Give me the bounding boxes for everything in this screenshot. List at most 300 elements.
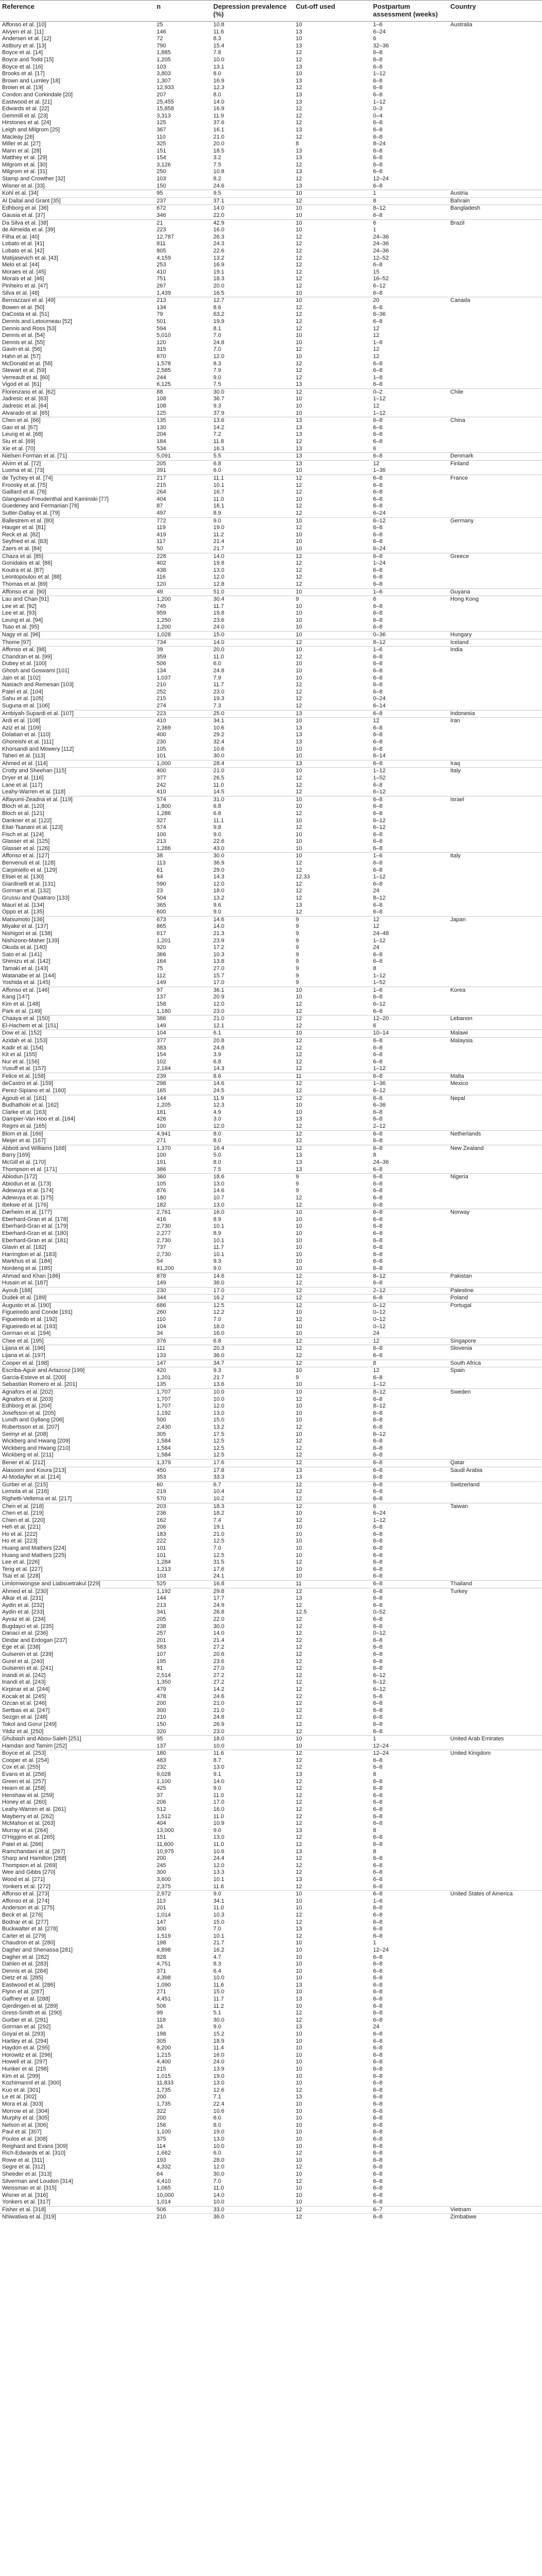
reference-cell[interactable]: Verreault et al. [60]: [2, 374, 50, 381]
reference-cell[interactable]: Affonso et al. [273]: [0, 1891, 155, 1898]
reference-cell[interactable]: Matijasevich et al. [43]: [2, 255, 58, 261]
reference-cell[interactable]: Wisner et al. [316]: [2, 2192, 48, 2198]
reference-cell[interactable]: Rowe et al. [311]: [2, 2157, 44, 2163]
reference-cell[interactable]: Alvim et al. [72]: [0, 460, 155, 467]
reference-cell[interactable]: Dryer et al. [116]: [2, 774, 44, 781]
reference-cell[interactable]: Wickberg and Hwang [209]: [2, 1438, 71, 1445]
reference-cell[interactable]: Affonso et al. [127]: [0, 853, 155, 860]
reference-cell[interactable]: Lijana et al. [196]: [0, 1345, 155, 1352]
reference-cell[interactable]: Kim et al. [299]: [2, 2073, 40, 2079]
reference-cell[interactable]: Koutra et al. [87]: [2, 567, 44, 573]
reference-cell[interactable]: Ibekwe et al. [176]: [2, 1201, 48, 1208]
reference-cell[interactable]: Adewuya et al. [174]: [2, 1188, 54, 1194]
reference-cell[interactable]: Kang [147]: [2, 994, 30, 1001]
reference-cell[interactable]: Sezgin et al. [248]: [2, 1714, 48, 1721]
reference-cell[interactable]: Tokol and Gorur [249]: [2, 1721, 57, 1727]
reference-cell[interactable]: Okuda et al. [140]: [2, 944, 47, 951]
reference-cell[interactable]: Milgrom et al. [30]: [2, 161, 47, 168]
reference-cell[interactable]: Dagher et al. [282]: [2, 1954, 49, 1960]
reference-cell[interactable]: Florenzano et al. [62]: [0, 388, 155, 396]
reference-cell[interactable]: Nasiach and Remesan [103]: [2, 682, 74, 688]
reference-cell[interactable]: Nelson et al. [306]: [2, 2122, 48, 2128]
reference-cell[interactable]: Andersen et al. [12]: [2, 36, 52, 42]
reference-cell[interactable]: Abiodun [172]: [0, 1174, 155, 1181]
reference-cell[interactable]: Le et al. [302]: [2, 2094, 37, 2100]
reference-cell[interactable]: Alvarado et al. [65]: [2, 410, 49, 416]
reference-cell[interactable]: Green et al. [257]: [2, 1778, 46, 1785]
reference-cell[interactable]: Sheeder et al. [313]: [2, 2171, 52, 2177]
reference-cell[interactable]: Brown et al. [19]: [2, 84, 43, 91]
reference-cell[interactable]: Wee and Gibbs [270]: [2, 1869, 56, 1876]
reference-cell[interactable]: Kirpinar et al. [244]: [2, 1686, 50, 1692]
reference-cell[interactable]: Thompson et al. [171]: [2, 1166, 57, 1173]
reference-cell[interactable]: Hamdan and Tamim [252]: [2, 1742, 67, 1749]
reference-cell[interactable]: de Almeida et al. [39]: [2, 227, 55, 233]
reference-cell[interactable]: Flynn et al. [287]: [2, 1989, 44, 1995]
reference-cell[interactable]: Al-Modayfer et al. [214]: [2, 1474, 61, 1481]
reference-cell[interactable]: Matthey et al. [29]: [2, 155, 47, 161]
reference-cell[interactable]: McMahon et al. [263]: [2, 1820, 55, 1827]
reference-cell[interactable]: Segre et al. [312]: [2, 2164, 45, 2171]
reference-cell[interactable]: Fisch et al. [124]: [2, 831, 44, 838]
reference-cell[interactable]: Agoub et al. [161]: [0, 1095, 155, 1102]
reference-cell[interactable]: Ayoub [188]: [0, 1287, 155, 1295]
reference-cell[interactable]: Guedeney and Fermanian [78]: [2, 503, 79, 510]
reference-cell[interactable]: Sahu et al. [105]: [2, 696, 44, 702]
reference-cell[interactable]: Gulseren et al. [239]: [2, 1651, 54, 1657]
reference-cell[interactable]: Milgrom et al. [31]: [2, 168, 47, 175]
reference-cell[interactable]: Ardi et al. [108]: [0, 718, 155, 725]
reference-cell[interactable]: Wisner et al. [33]: [2, 182, 45, 189]
reference-cell[interactable]: Chee et al. [195]: [0, 1337, 155, 1345]
reference-cell[interactable]: Barry [169]: [2, 1152, 30, 1159]
reference-cell[interactable]: Lemola et al. [216]: [2, 1488, 49, 1495]
reference-cell[interactable]: Gjerdingen et al. [289]: [2, 2003, 58, 2009]
reference-cell[interactable]: Blom et al. [166]: [0, 1130, 155, 1138]
reference-cell[interactable]: Eberhard-Gran et al. [178]: [2, 1216, 68, 1223]
reference-cell[interactable]: Zaers et al. [84]: [2, 545, 42, 552]
reference-cell[interactable]: Mora et al. [303]: [2, 2100, 43, 2107]
reference-cell[interactable]: Kadir et al. [154]: [2, 1044, 44, 1051]
reference-cell[interactable]: Tamaki et al. [143]: [2, 965, 48, 972]
reference-cell[interactable]: Khorsandi and Mowery [112]: [2, 745, 74, 752]
reference-cell[interactable]: Leung et al. [94]: [2, 617, 43, 623]
reference-cell[interactable]: Sato et al. [141]: [2, 951, 42, 958]
reference-cell[interactable]: Leigh and Milgrom [25]: [2, 126, 60, 133]
reference-cell[interactable]: Ozcan et al. [246]: [2, 1700, 47, 1707]
reference-cell[interactable]: Chen et al. [218]: [0, 1503, 155, 1510]
reference-cell[interactable]: Patel et al. [266]: [2, 1841, 43, 1848]
reference-cell[interactable]: Luoma et al. [73]: [2, 467, 44, 474]
reference-cell[interactable]: Eastwood et al. [286]: [2, 1981, 55, 1988]
reference-cell[interactable]: Goyal et al. [293]: [2, 2031, 45, 2038]
reference-cell[interactable]: Regmi et al. [165]: [2, 1123, 47, 1130]
reference-cell[interactable]: Ho et al. [222]: [2, 1531, 38, 1537]
reference-cell[interactable]: de Tychey et al. [74]: [0, 475, 155, 482]
reference-cell[interactable]: Gavin et al. [56]: [2, 346, 42, 353]
reference-cell[interactable]: Paul et al. [307]: [2, 2129, 42, 2136]
reference-cell[interactable]: Jadresic et al. [63]: [2, 396, 48, 402]
reference-cell[interactable]: Inandi et al. [243]: [2, 1679, 46, 1686]
reference-cell[interactable]: Elisei et al. [130]: [2, 874, 44, 880]
reference-cell[interactable]: Dindar and Erdogan [237]: [2, 1637, 67, 1643]
reference-cell[interactable]: Boyce et al. [14]: [2, 49, 43, 56]
reference-cell[interactable]: Gemmill et al. [23]: [2, 112, 48, 119]
reference-cell[interactable]: Ho et al. [223]: [2, 1538, 38, 1545]
reference-cell[interactable]: Filha et al. [40]: [2, 233, 40, 240]
reference-cell[interactable]: Siu et al. [69]: [2, 438, 36, 445]
reference-cell[interactable]: Bener et al. [212]: [0, 1459, 155, 1467]
reference-cell[interactable]: Tsao et al. [95]: [2, 624, 39, 631]
reference-cell[interactable]: Pinheiro et al. [47]: [2, 282, 48, 289]
reference-cell[interactable]: Husain et al. [187]: [2, 1280, 48, 1286]
reference-cell[interactable]: Moraes et al. [45]: [2, 268, 46, 275]
reference-cell[interactable]: Affonso et al. [98]: [0, 647, 155, 654]
reference-cell[interactable]: Augusto et al. [190]: [0, 1302, 155, 1309]
reference-cell[interactable]: Ahmed et al. [114]: [0, 760, 155, 768]
reference-cell[interactable]: Taheri et al. [113]: [2, 753, 45, 759]
reference-cell[interactable]: Aydin et al. [232]: [2, 1602, 44, 1608]
reference-cell[interactable]: Lee et al. [92]: [2, 603, 37, 609]
reference-cell[interactable]: Hauger et al. [81]: [2, 524, 46, 531]
reference-cell[interactable]: Cooper et al. [254]: [2, 1757, 49, 1764]
reference-cell[interactable]: Eberhard-Gran et al. [180]: [2, 1230, 68, 1236]
reference-cell[interactable]: Affonso et al. [90]: [0, 588, 155, 596]
reference-cell[interactable]: Grussu and Quatraro [133]: [2, 895, 70, 902]
reference-cell[interactable]: Dagher and Shenassa [281]: [2, 1946, 73, 1953]
reference-cell[interactable]: Inandi et al. [242]: [2, 1672, 46, 1679]
reference-cell[interactable]: Yildiz et al. [250]: [2, 1728, 44, 1735]
reference-cell[interactable]: Hunker et al. [298]: [2, 2066, 48, 2072]
reference-cell[interactable]: Aydin et al. [233]: [2, 1609, 44, 1616]
reference-cell[interactable]: Alfayumi-Zeadna et al. [119]: [0, 796, 155, 803]
reference-cell[interactable]: Bloch et al. [120]: [2, 803, 44, 810]
reference-cell[interactable]: Hearn et al. [258]: [2, 1785, 46, 1792]
reference-cell[interactable]: Affonso et al. [10]: [2, 22, 46, 28]
reference-cell[interactable]: Sharp and Hamilton [268]: [2, 1855, 66, 1862]
reference-cell[interactable]: Righetti-Veltema et al. [217]: [2, 1495, 72, 1502]
reference-cell[interactable]: Nordeng et al. [185]: [2, 1265, 52, 1272]
reference-cell[interactable]: Yusuff et al. [157]: [2, 1065, 46, 1072]
reference-cell[interactable]: Ghubash and Abou-Saleh [251]: [0, 1736, 155, 1743]
reference-cell[interactable]: Figueiredo et al. [193]: [2, 1323, 57, 1330]
reference-cell[interactable]: Dennis et al. [284]: [2, 1968, 48, 1974]
reference-cell[interactable]: Lau and Chan [91]: [0, 596, 155, 603]
reference-cell[interactable]: Morais et al. [46]: [2, 276, 44, 282]
reference-cell[interactable]: Wickberg and Hwang [210]: [2, 1445, 71, 1451]
reference-cell[interactable]: Lane et al. [117]: [2, 782, 43, 788]
reference-cell[interactable]: Abbott and Williams [168]: [0, 1145, 155, 1152]
reference-cell[interactable]: Dolatian et al. [110]: [2, 732, 50, 738]
reference-cell[interactable]: Ramchandani et al. [267]: [2, 1848, 65, 1855]
reference-cell[interactable]: Danaci et al. [236]: [2, 1630, 48, 1637]
reference-cell[interactable]: Shimizu et al. [142]: [2, 958, 50, 965]
reference-cell[interactable]: Dennis et al. [55]: [2, 339, 45, 346]
reference-cell[interactable]: Nur et al. [156]: [2, 1058, 40, 1065]
reference-cell[interactable]: Gaillard et al. [76]: [2, 489, 47, 496]
reference-cell[interactable]: Dampier-Van Hoo et al. [164]: [2, 1116, 75, 1123]
reference-cell[interactable]: Thomas et al. [89]: [2, 581, 48, 587]
reference-cell[interactable]: Lobato et al. [41]: [2, 241, 44, 247]
reference-cell[interactable]: Seimyr et al. [208]: [2, 1431, 48, 1437]
reference-cell[interactable]: Murphy et al. [305]: [2, 2115, 49, 2122]
reference-cell[interactable]: Dennis et al. [54]: [2, 332, 45, 339]
reference-cell[interactable]: Macleay [26]: [2, 133, 35, 140]
reference-cell[interactable]: Benvenuti et al. [128]: [2, 860, 56, 867]
reference-cell[interactable]: Nielsen Forman et al. [71]: [0, 453, 155, 461]
reference-cell[interactable]: Oppo et al. [135]: [2, 909, 44, 916]
reference-cell[interactable]: Alasoom and Koura [213]: [0, 1467, 155, 1474]
reference-cell[interactable]: Chandran et al. [99]: [2, 653, 52, 660]
reference-cell[interactable]: Miller et al. [27]: [2, 141, 41, 147]
reference-cell[interactable]: Cooper et al. [198]: [0, 1360, 155, 1367]
reference-cell[interactable]: Dennis and Letourneau [52]: [2, 318, 72, 325]
reference-cell[interactable]: Tsai et al. [228]: [2, 1573, 40, 1580]
reference-cell[interactable]: Lee et al. [93]: [2, 610, 37, 617]
reference-cell[interactable]: Silva et al. [48]: [2, 290, 40, 296]
reference-cell[interactable]: Al Dallal and Grant [35]: [0, 197, 155, 205]
reference-cell[interactable]: Boyce and Todd [15]: [2, 56, 54, 63]
reference-cell[interactable]: Gorman et al. [132]: [2, 888, 51, 894]
reference-cell[interactable]: Alkar et al. [231]: [2, 1595, 43, 1602]
reference-cell[interactable]: Ghoreishi et al. [111]: [2, 738, 54, 745]
reference-cell[interactable]: Escriba-Aguir and Artazcoz [199]: [0, 1367, 155, 1375]
reference-cell[interactable]: Ahmed et al. [230]: [0, 1588, 155, 1595]
reference-cell[interactable]: Jadresic et al. [64]: [2, 403, 48, 410]
reference-cell[interactable]: Ambiyah-Supardi et al. [107]: [0, 710, 155, 718]
reference-cell[interactable]: Josefsson et al. [205]: [2, 1410, 56, 1416]
reference-cell[interactable]: Glangeaud-Freudenthal and Kaminski [77]: [2, 496, 109, 502]
reference-cell[interactable]: Thompson et al. [269]: [2, 1862, 57, 1869]
reference-cell[interactable]: Hirstones et al. [24]: [2, 120, 51, 126]
reference-cell[interactable]: Gausia et al. [37]: [2, 212, 45, 219]
reference-cell[interactable]: Xie et al. [70]: [2, 445, 36, 452]
reference-cell[interactable]: Sutter-Dallay et al. [79]: [2, 510, 60, 516]
reference-cell[interactable]: Edhborg et al. [204]: [2, 1403, 52, 1410]
reference-cell[interactable]: Leahy-Warren et al. [118]: [2, 789, 65, 795]
reference-cell[interactable]: Lijana et al. [197]: [2, 1352, 45, 1359]
reference-cell[interactable]: Nishigori et al. [138]: [2, 930, 53, 937]
reference-cell[interactable]: Bodnar et al. [277]: [2, 1919, 48, 1925]
reference-cell[interactable]: Chaaya et al. [150]: [0, 1015, 155, 1023]
reference-cell[interactable]: Gaffney et al. [288]: [2, 1996, 50, 2003]
reference-cell[interactable]: Edwards et al. [22]: [2, 106, 49, 112]
reference-cell[interactable]: Glasser et al. [125]: [2, 838, 50, 845]
reference-cell[interactable]: Dahlen et al. [283]: [2, 1961, 48, 1968]
reference-cell[interactable]: Dudek et al. [189]: [0, 1295, 155, 1302]
reference-cell[interactable]: Glasser et al. [126]: [2, 845, 50, 852]
reference-cell[interactable]: Chen et al. [66]: [0, 417, 155, 425]
reference-cell[interactable]: Astbury et al. [13]: [2, 42, 46, 49]
reference-cell[interactable]: Rubertsson et al. [207]: [2, 1423, 59, 1430]
reference-cell[interactable]: Giardinelli et al. [131]: [2, 880, 56, 887]
reference-cell[interactable]: O'Higgins et al. [265]: [2, 1834, 55, 1841]
reference-cell[interactable]: Chaza et al. [85]: [0, 553, 155, 560]
reference-cell[interactable]: Patel et al. [104]: [2, 688, 43, 695]
reference-cell[interactable]: Ahmad and Khan [186]: [0, 1273, 155, 1280]
reference-cell[interactable]: Weissman et al. [315]: [2, 2185, 57, 2192]
reference-cell[interactable]: Mauri et al. [134]: [2, 902, 44, 908]
reference-cell[interactable]: Brooks et al. [17]: [2, 71, 45, 77]
reference-cell[interactable]: Azidah et al. [153]: [0, 1037, 155, 1044]
reference-cell[interactable]: Felice et al. [158]: [0, 1073, 155, 1080]
reference-cell[interactable]: Heh et al. [221]: [2, 1524, 41, 1531]
reference-cell[interactable]: Kohl et al. [34]: [0, 190, 155, 198]
reference-cell[interactable]: Meijer et al. [167]: [2, 1138, 46, 1144]
reference-cell[interactable]: Yonkers et al. [317]: [2, 2199, 50, 2206]
reference-cell[interactable]: Horowitz et al. [296]: [2, 2052, 53, 2058]
reference-cell[interactable]: Harrington et al. [183]: [2, 1251, 57, 1258]
reference-cell[interactable]: Suguna et al. [106]: [2, 703, 50, 709]
reference-cell[interactable]: Gorman et al. [194]: [2, 1330, 51, 1337]
reference-cell[interactable]: Gonidakis et al. [86]: [2, 560, 53, 567]
reference-cell[interactable]: Sebastian Romero et al. [201]: [2, 1381, 77, 1388]
reference-cell[interactable]: Clarke et al. [163]: [2, 1109, 47, 1115]
reference-cell[interactable]: Chien et al. [220]: [2, 1517, 45, 1523]
reference-cell[interactable]: Poulos et al. [308]: [2, 2136, 48, 2142]
reference-cell[interactable]: Melo et al. [44]: [2, 262, 40, 268]
reference-cell[interactable]: Stewart et al. [59]: [2, 367, 46, 374]
reference-cell[interactable]: Affonso et al. [146]: [0, 987, 155, 994]
reference-cell[interactable]: Nhiwatiwa et al. [319]: [0, 2214, 155, 2221]
reference-cell[interactable]: Agnafors et al. [203]: [2, 1396, 53, 1402]
reference-cell[interactable]: Aziz et al. [109]: [2, 724, 41, 731]
reference-cell[interactable]: Evans et al. [256]: [2, 1771, 46, 1778]
reference-cell[interactable]: Gress-Smith et al. [290]: [2, 2010, 62, 2016]
reference-cell[interactable]: Leontopoulou et al. [88]: [2, 574, 61, 581]
reference-cell[interactable]: Matsumoto [136]: [0, 916, 155, 923]
reference-cell[interactable]: Bloch et al. [121]: [2, 810, 44, 817]
reference-cell[interactable]: McDonald et al. [58]: [2, 360, 53, 367]
reference-cell[interactable]: Teng et al. [227]: [2, 1566, 43, 1572]
reference-cell[interactable]: Haydon et al. [295]: [2, 2045, 50, 2052]
reference-cell[interactable]: Markhus et al. [184]: [2, 1258, 52, 1265]
reference-cell[interactable]: Howell et al. [297]: [2, 2059, 47, 2065]
reference-cell[interactable]: Glavin et al. [182]: [2, 1244, 46, 1251]
reference-cell[interactable]: Perez-Sipiano et al. [160]: [2, 1088, 66, 1094]
reference-cell[interactable]: El-Hachem et al. [151]: [2, 1022, 58, 1029]
reference-cell[interactable]: Yoshida et al. [145]: [2, 979, 50, 986]
reference-cell[interactable]: Reighard and Evans [309]: [2, 2143, 68, 2149]
reference-cell[interactable]: Edhborg et al. [36]: [0, 205, 155, 212]
reference-cell[interactable]: Beck et al. [276]: [2, 1911, 43, 1918]
reference-cell[interactable]: Kozhimannil et al. [300]: [2, 2080, 61, 2087]
reference-cell[interactable]: Sertbas et al. [247]: [2, 1707, 50, 1714]
reference-cell[interactable]: Da Silva et al. [38]: [0, 219, 155, 227]
reference-cell[interactable]: Gao et al. [67]: [2, 424, 38, 431]
reference-cell[interactable]: Watanabe et al. [144]: [2, 972, 56, 979]
reference-cell[interactable]: Wickberg et al. [211]: [2, 1452, 54, 1459]
reference-cell[interactable]: Abiodun et al. [173]: [2, 1180, 51, 1187]
reference-cell[interactable]: McGill et al. [170]: [2, 1159, 46, 1165]
reference-cell[interactable]: Nishizono-Maher [139]: [2, 937, 59, 944]
reference-cell[interactable]: Kim et al. [148]: [2, 1001, 40, 1007]
reference-cell[interactable]: Affonso et al. [274]: [2, 1897, 49, 1904]
reference-cell[interactable]: Kocak et al. [245]: [2, 1693, 46, 1700]
reference-cell[interactable]: Buckwalter et al. [278]: [2, 1926, 58, 1933]
reference-cell[interactable]: Ege et al. [238]: [2, 1644, 40, 1651]
reference-cell[interactable]: Eberhard-Gran et al. [179]: [2, 1223, 68, 1230]
reference-cell[interactable]: Fisher et al. [318]: [0, 2206, 155, 2214]
reference-cell[interactable]: Nagy et al. [96]: [0, 632, 155, 639]
reference-cell[interactable]: Carpiniello et al. [129]: [2, 867, 57, 873]
reference-cell[interactable]: Gulseren et al. [241]: [2, 1665, 54, 1672]
reference-cell[interactable]: Dankner et al. [122]: [2, 817, 52, 824]
reference-cell[interactable]: Kuo et al. [301]: [2, 2087, 40, 2093]
reference-cell[interactable]: DaCosta et al. [51]: [2, 311, 49, 318]
reference-cell[interactable]: Ballestrem et al. [80]: [0, 517, 155, 524]
reference-cell[interactable]: Honey et al. [260]: [2, 1799, 47, 1806]
reference-cell[interactable]: Hartley et al. [294]: [2, 2038, 48, 2044]
reference-cell[interactable]: Dennis and Ross [53]: [2, 325, 57, 332]
reference-cell[interactable]: Adewuya et al. [175]: [2, 1194, 54, 1201]
reference-cell[interactable]: Silverman and Loudon [314]: [2, 2178, 73, 2184]
reference-cell[interactable]: Boyce et al. [16]: [2, 63, 43, 70]
reference-cell[interactable]: Reck et al. [82]: [2, 531, 40, 538]
reference-cell[interactable]: Seyfried et al. [83]: [2, 538, 48, 545]
reference-cell[interactable]: Cox et al. [255]: [2, 1764, 40, 1771]
reference-cell[interactable]: Gurber et al. [215]: [0, 1481, 155, 1488]
reference-cell[interactable]: Bowen et al. [50]: [2, 304, 44, 311]
reference-cell[interactable]: Stamp and Crowther [32]: [2, 176, 65, 182]
reference-cell[interactable]: Ghosh and Goswami [101]: [2, 668, 70, 674]
reference-cell[interactable]: Kit et al. [155]: [2, 1052, 37, 1058]
reference-cell[interactable]: Condon and Corkindale [20]: [2, 91, 73, 98]
reference-cell[interactable]: Huang and Mathers [224]: [2, 1545, 66, 1552]
reference-cell[interactable]: Chen et al. [219]: [2, 1510, 44, 1517]
reference-cell[interactable]: Chaudron et al. [280]: [2, 1940, 55, 1946]
reference-cell[interactable]: Henshaw et al. [259]: [2, 1792, 54, 1799]
reference-cell[interactable]: Eberhard-Gran et al. [181]: [2, 1237, 68, 1244]
reference-cell[interactable]: Leung et al. [68]: [2, 431, 43, 438]
reference-cell[interactable]: Eilat-Tsanani et al. [123]: [2, 824, 63, 831]
reference-cell[interactable]: Bernazzani et al. [49]: [0, 297, 155, 304]
reference-cell[interactable]: Yonkers et al. [272]: [2, 1883, 50, 1890]
reference-cell[interactable]: Froosky et al. [75]: [2, 482, 47, 488]
reference-cell[interactable]: Dørheim et al. [177]: [0, 1209, 155, 1216]
reference-cell[interactable]: Rich-Edwards et al. [310]: [2, 2150, 65, 2157]
reference-cell[interactable]: Morrow et al. [304]: [2, 2108, 49, 2114]
reference-cell[interactable]: Figueiredo et al. [192]: [2, 1316, 57, 1323]
reference-cell[interactable]: Garcia-Esteve et al. [200]: [2, 1374, 66, 1381]
reference-cell[interactable]: Budhathoki et al. [162]: [2, 1102, 59, 1109]
reference-cell[interactable]: Jain et al. [102]: [2, 674, 41, 681]
reference-cell[interactable]: Gorman et al. [292]: [2, 2024, 51, 2030]
reference-cell[interactable]: Murray et al. [264]: [2, 1827, 48, 1834]
reference-cell[interactable]: Limlomwongse and Liabsuetrakul [229]: [0, 1581, 155, 1588]
reference-cell[interactable]: Dietz et al. [285]: [2, 1975, 43, 1981]
reference-cell[interactable]: Vigod et al. [61]: [2, 381, 42, 388]
reference-cell[interactable]: Eastwood et al. [21]: [2, 98, 52, 105]
reference-cell[interactable]: Mayberry et al. [262]: [2, 1813, 54, 1820]
reference-cell[interactable]: Huang and Mathers [225]: [2, 1552, 66, 1558]
reference-cell[interactable]: Leahy-Warren et al. [261]: [2, 1806, 66, 1813]
reference-cell[interactable]: Alvyen et al. [11]: [2, 28, 44, 35]
reference-cell[interactable]: Carter et al. [279]: [2, 1933, 46, 1939]
reference-cell[interactable]: Wood et al. [271]: [2, 1876, 45, 1883]
reference-cell[interactable]: Agnafors et al. [202]: [0, 1389, 155, 1396]
reference-cell[interactable]: Hahn et al. [57]: [2, 353, 41, 360]
reference-cell[interactable]: Dow et al. [152]: [0, 1030, 155, 1038]
reference-cell[interactable]: Lee et al. [226]: [2, 1559, 40, 1566]
reference-cell[interactable]: Park et al. [149]: [2, 1008, 42, 1014]
reference-cell[interactable]: deCastro et al. [159]: [0, 1080, 155, 1088]
reference-cell[interactable]: Anderson et al. [275]: [2, 1905, 55, 1911]
reference-cell[interactable]: Figueiredo and Conde [191]: [2, 1309, 73, 1316]
reference-cell[interactable]: Lundh and Gyllang [206]: [2, 1417, 64, 1423]
reference-cell[interactable]: Lobato et al. [42]: [2, 248, 44, 254]
reference-cell[interactable]: Boyce et al. [253]: [0, 1750, 155, 1757]
